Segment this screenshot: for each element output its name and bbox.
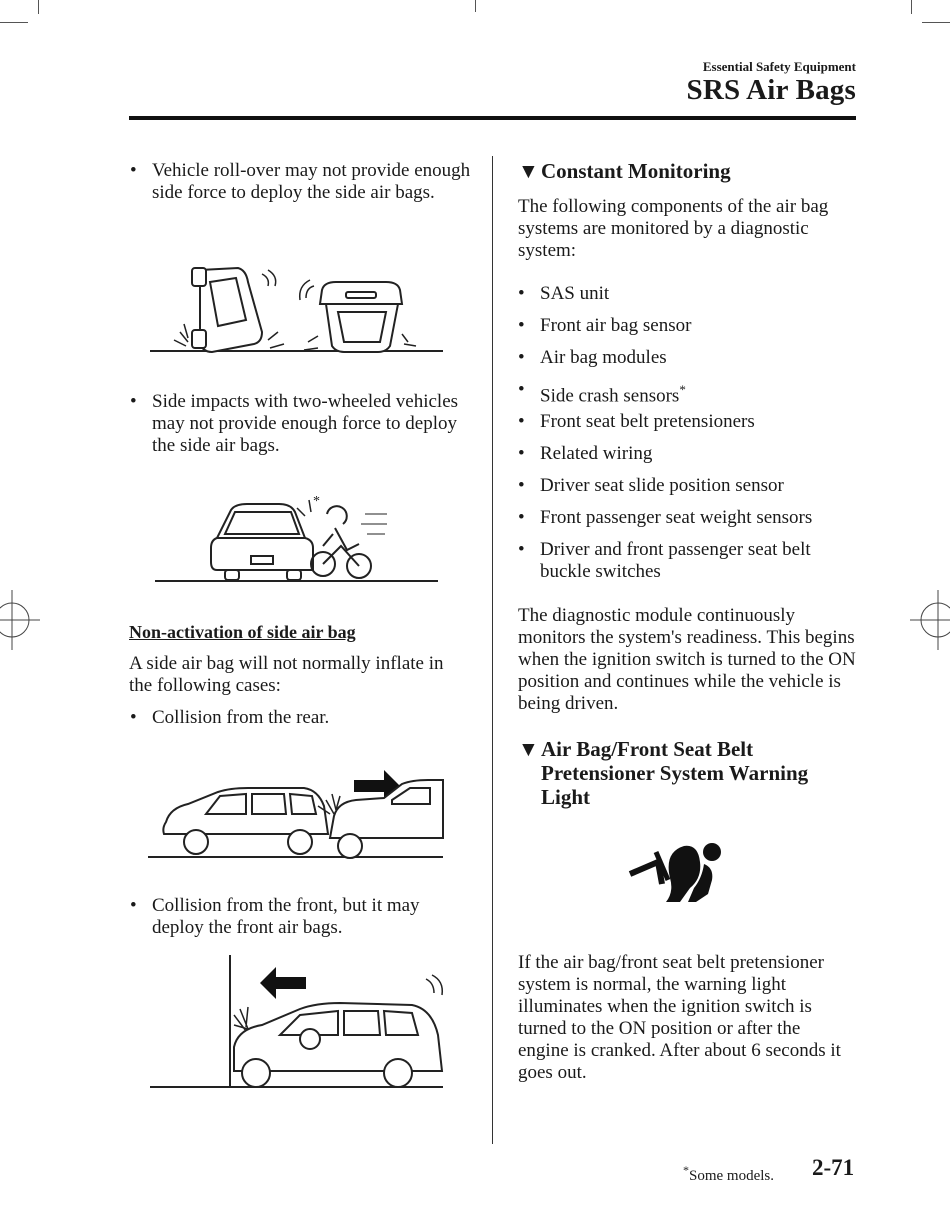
motorcycle-asterisk: * [313,494,320,509]
some-models-asterisk: * [679,382,686,397]
header-rule [129,116,856,120]
registration-mark [910,590,950,650]
bullet-text: Side impacts with two-wheeled vehicles may not provide enough force to deploy the side air bags. [152,391,459,456]
diagnostic-paragraph: The diagnostic module continuously monitors the system's readiness. This begins when the ignition switch is turned to the ON position and continues while the vehicle is being driven. [518,605,856,714]
non-activation-subheading: Non-activation of side air bag [129,622,356,642]
motorcycle-collision-illustration [155,494,440,586]
list-item: • Front passenger seat weight sensors [518,507,858,539]
crop-mark [922,22,950,23]
bullet-text: Vehicle roll-over may not provide enough side force to deploy the side air bags. [152,160,471,203]
triangle-down-icon: ▼ [518,159,539,183]
warning-paragraph: If the air bag/front seat belt pretensioner system is normal, the warning light illuminates when the ignition switch is turned to the ON position or after the engine is cranked. After about 6 seconds it goes out. [518,952,841,1083]
triangle-down-icon: ▼ [518,737,539,761]
list-item: • Related wiring [518,443,858,475]
page-number: 2-71 [812,1155,855,1180]
footer-asterisk: * [683,1163,689,1177]
airbag-warning-icon [630,838,725,904]
front-collision-illustration [150,955,445,1090]
footer-note: *Some models. [683,1163,774,1184]
list-item: • Side crash sensors* [518,379,858,411]
rollover-illustration [150,262,445,356]
list-item: • Front seat belt pretensioners [518,411,858,443]
section-label: Essential Safety Equipment [702,59,856,74]
registration-mark [0,590,40,650]
list-item: • Driver and front passenger seat belt buckle switches [518,539,858,589]
bullet-text: Collision from the rear. [152,707,330,728]
component-list [518,283,858,589]
bullet-text: Collision from the front, but it may deploy the front air bags. [152,895,420,938]
list-item: • Air bag modules [518,347,858,379]
non-activation-intro: A side air bag will not normally inflate in the following cases: [129,653,444,696]
crop-mark [0,22,28,23]
list-item: • Driver seat slide position sensor [518,475,858,507]
monitoring-intro: The following components of the air bag systems are monitored by a diagnostic system: [518,196,829,261]
rear-collision-illustration [148,766,444,861]
crop-mark [475,0,476,12]
page-title: SRS Air Bags [686,74,856,106]
column-divider [492,156,493,1144]
list-item: • Front air bag sensor [518,315,858,347]
list-item: • SAS unit [518,283,858,315]
crop-mark [38,0,39,14]
crop-mark [911,0,912,14]
